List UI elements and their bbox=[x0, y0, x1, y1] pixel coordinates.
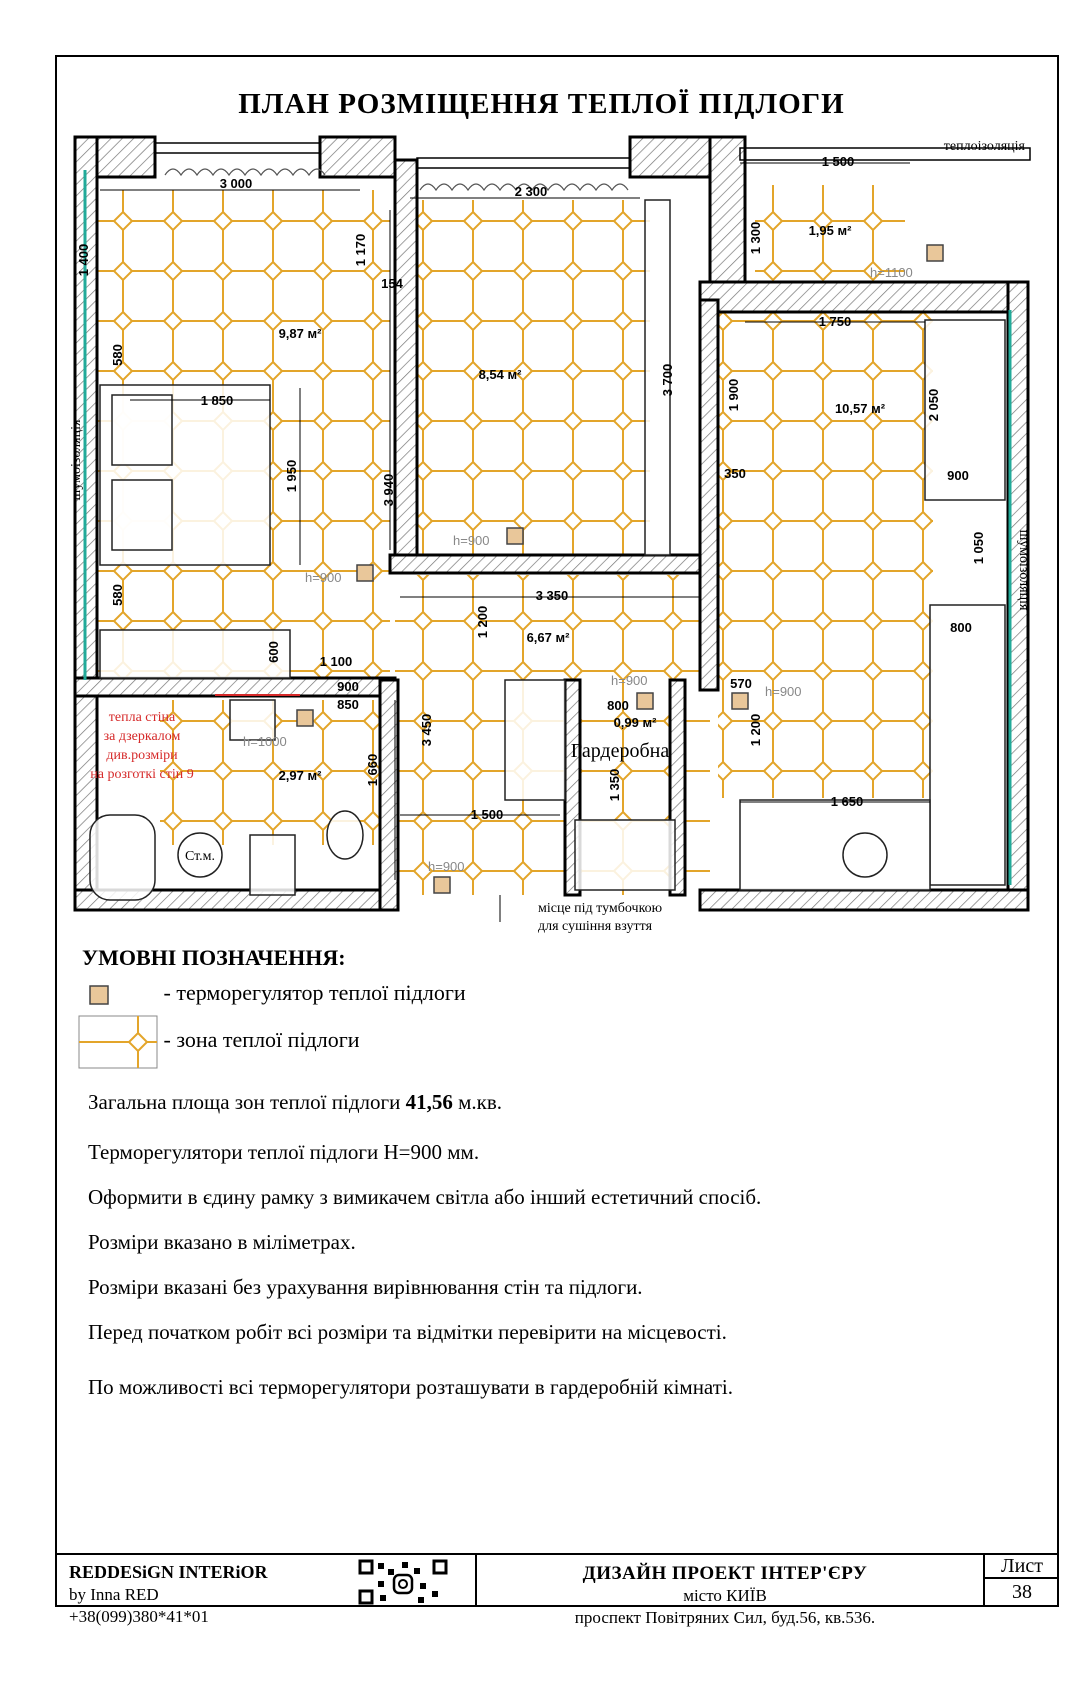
project-address: проспект Повітряних Сил, буд.56, кв.536. bbox=[574, 1608, 876, 1627]
h-label: h=900 bbox=[453, 533, 490, 548]
dim: 1 750 bbox=[818, 314, 852, 329]
dim: 900 bbox=[947, 468, 969, 483]
project-title: ДИЗАЙН ПРОЕКТ ІНТЕР'ЄРУ bbox=[582, 1563, 868, 1584]
h-label: h=1100 bbox=[870, 265, 913, 280]
h-label: h=900 bbox=[611, 673, 648, 688]
legend-zone-text: - зона теплої підлоги bbox=[163, 1027, 360, 1053]
dim: 600 bbox=[266, 641, 281, 663]
note-line: По можливості всі терморегулятори розташувати в гардеробній кімнаті. bbox=[88, 1375, 733, 1399]
svg-text:див.розміри: див.розміри bbox=[106, 748, 178, 763]
thermostat-icon bbox=[78, 980, 158, 1010]
shoe-note bbox=[500, 895, 662, 934]
svg-text:за дзеркалом: за дзеркалом bbox=[103, 729, 181, 744]
dim: 1 100 bbox=[319, 654, 353, 669]
dim: 1 200 bbox=[748, 713, 763, 747]
total-area-note: Загальна площа зон теплої підлоги 41,56 м.кв. bbox=[88, 1090, 503, 1114]
area-label: 10,57 м² bbox=[834, 401, 886, 416]
legend-thermostat-text: - терморегулятор теплої підлоги bbox=[163, 980, 466, 1006]
dim: 2 300 bbox=[514, 184, 548, 199]
svg-text:місце під тумбочкою: місце під тумбочкою bbox=[538, 901, 663, 916]
dim: 900 bbox=[337, 679, 359, 694]
dim: 3 940 bbox=[381, 473, 396, 507]
dim: 3 000 bbox=[219, 176, 253, 191]
note-line: Перед початком робіт всі розміри та відмітки перевірити на місцевості. bbox=[88, 1320, 727, 1344]
bedroom-wardrobe bbox=[100, 630, 290, 678]
h-label: h=900 bbox=[765, 684, 802, 699]
washer-label: Ст.м. bbox=[184, 849, 216, 864]
area-label: 1,95 м² bbox=[808, 223, 852, 238]
dim: 1 050 bbox=[971, 531, 986, 565]
insulation-left-label: шумоізоляція bbox=[69, 419, 84, 501]
note-line: Розміри вказано в міліметрах. bbox=[88, 1230, 356, 1254]
area-label: 9,87 м² bbox=[278, 326, 322, 341]
h-label: h=900 bbox=[305, 570, 342, 585]
dim: 1 660 bbox=[365, 753, 380, 787]
dim: 2 050 bbox=[926, 388, 941, 422]
svg-text:тепла стіна: тепла стіна bbox=[108, 710, 176, 725]
dim: 1 950 bbox=[284, 459, 299, 493]
wardrobe-shelves bbox=[505, 680, 565, 800]
area-label: 0,99 м² bbox=[613, 715, 657, 730]
author-block bbox=[69, 1561, 268, 1628]
dim: 1 500 bbox=[470, 807, 504, 822]
kitchen-counter bbox=[930, 605, 1005, 885]
kitchen-lower bbox=[740, 800, 930, 890]
area-label: 6,67 м² bbox=[526, 630, 570, 645]
total-area-value: 41,56 bbox=[405, 1090, 453, 1114]
project-block bbox=[515, 1563, 935, 1629]
phone: +38(099)380*41*01 bbox=[69, 1607, 209, 1626]
stove-icon bbox=[843, 833, 887, 877]
heated-zone-icon bbox=[78, 1012, 158, 1072]
page-title: ПЛАН РОЗМІЩЕННЯ ТЕПЛОЇ ПІДЛОГИ bbox=[238, 88, 845, 120]
dim: 1 900 bbox=[726, 378, 741, 412]
qr-code-icon bbox=[358, 1559, 448, 1605]
area-label: 2,97 м² bbox=[278, 768, 322, 783]
dim: 1 500 bbox=[821, 154, 855, 169]
dim: 1 650 bbox=[830, 794, 864, 809]
dim: 1 200 bbox=[475, 605, 490, 639]
dim: 1 400 bbox=[76, 243, 91, 277]
dim: 1 170 bbox=[353, 233, 368, 267]
dim: 350 bbox=[724, 466, 746, 481]
dim: 1 350 bbox=[607, 768, 622, 802]
dim: 800 bbox=[950, 620, 972, 635]
note-line: Розміри вказані без урахування вирівнювання стін та підлоги. bbox=[88, 1275, 643, 1299]
dim: 154 bbox=[381, 276, 403, 291]
svg-text:на розготкі стін 9: на розготкі стін 9 bbox=[90, 767, 194, 782]
h-label: h=900 bbox=[428, 859, 465, 874]
dim: 1 300 bbox=[748, 221, 763, 255]
project-city: місто КИЇВ bbox=[683, 1586, 767, 1605]
legend-title: УМОВНІ ПОЗНАЧЕННЯ: bbox=[82, 945, 346, 970]
sink bbox=[250, 835, 295, 895]
toilet bbox=[327, 811, 363, 859]
dim: 3 700 bbox=[660, 363, 675, 397]
note-line: Оформити в єдину рамку з вимикачем світла або інший естетичний спосіб. bbox=[88, 1185, 762, 1209]
sheet-number: 38 bbox=[1012, 1581, 1032, 1603]
h-label: h=1000 bbox=[243, 734, 287, 749]
insulation-top-label: теплоізоляція bbox=[943, 139, 1025, 154]
dim: 1 850 bbox=[200, 393, 234, 408]
author-name: by Inna RED bbox=[69, 1585, 159, 1604]
dim: 850 bbox=[337, 697, 359, 712]
insulation-right-label: шумоізоляція bbox=[1016, 529, 1031, 611]
dim: 3 450 bbox=[419, 713, 434, 747]
legend-thermostat bbox=[78, 980, 466, 1010]
note-line: Терморегулятори теплої підлоги Н=900 мм. bbox=[88, 1140, 480, 1164]
title-block bbox=[55, 1553, 1059, 1627]
dim: 3 350 bbox=[535, 588, 569, 603]
svg-text:для сушіння взуття: для сушіння взуття bbox=[538, 919, 653, 934]
legend-zone bbox=[78, 1012, 360, 1072]
bathtub bbox=[90, 815, 155, 900]
dim: 800 bbox=[607, 698, 629, 713]
sheet-label: Лист bbox=[1001, 1555, 1043, 1577]
dim: 570 bbox=[730, 676, 752, 691]
dim: 580 bbox=[110, 584, 125, 606]
area-label: 8,54 м² bbox=[478, 367, 522, 382]
dim: 580 bbox=[110, 344, 125, 366]
brand-name: REDDESiGN INTERiOR bbox=[69, 1562, 268, 1582]
wardrobe-label: Гардеробна bbox=[570, 740, 670, 762]
